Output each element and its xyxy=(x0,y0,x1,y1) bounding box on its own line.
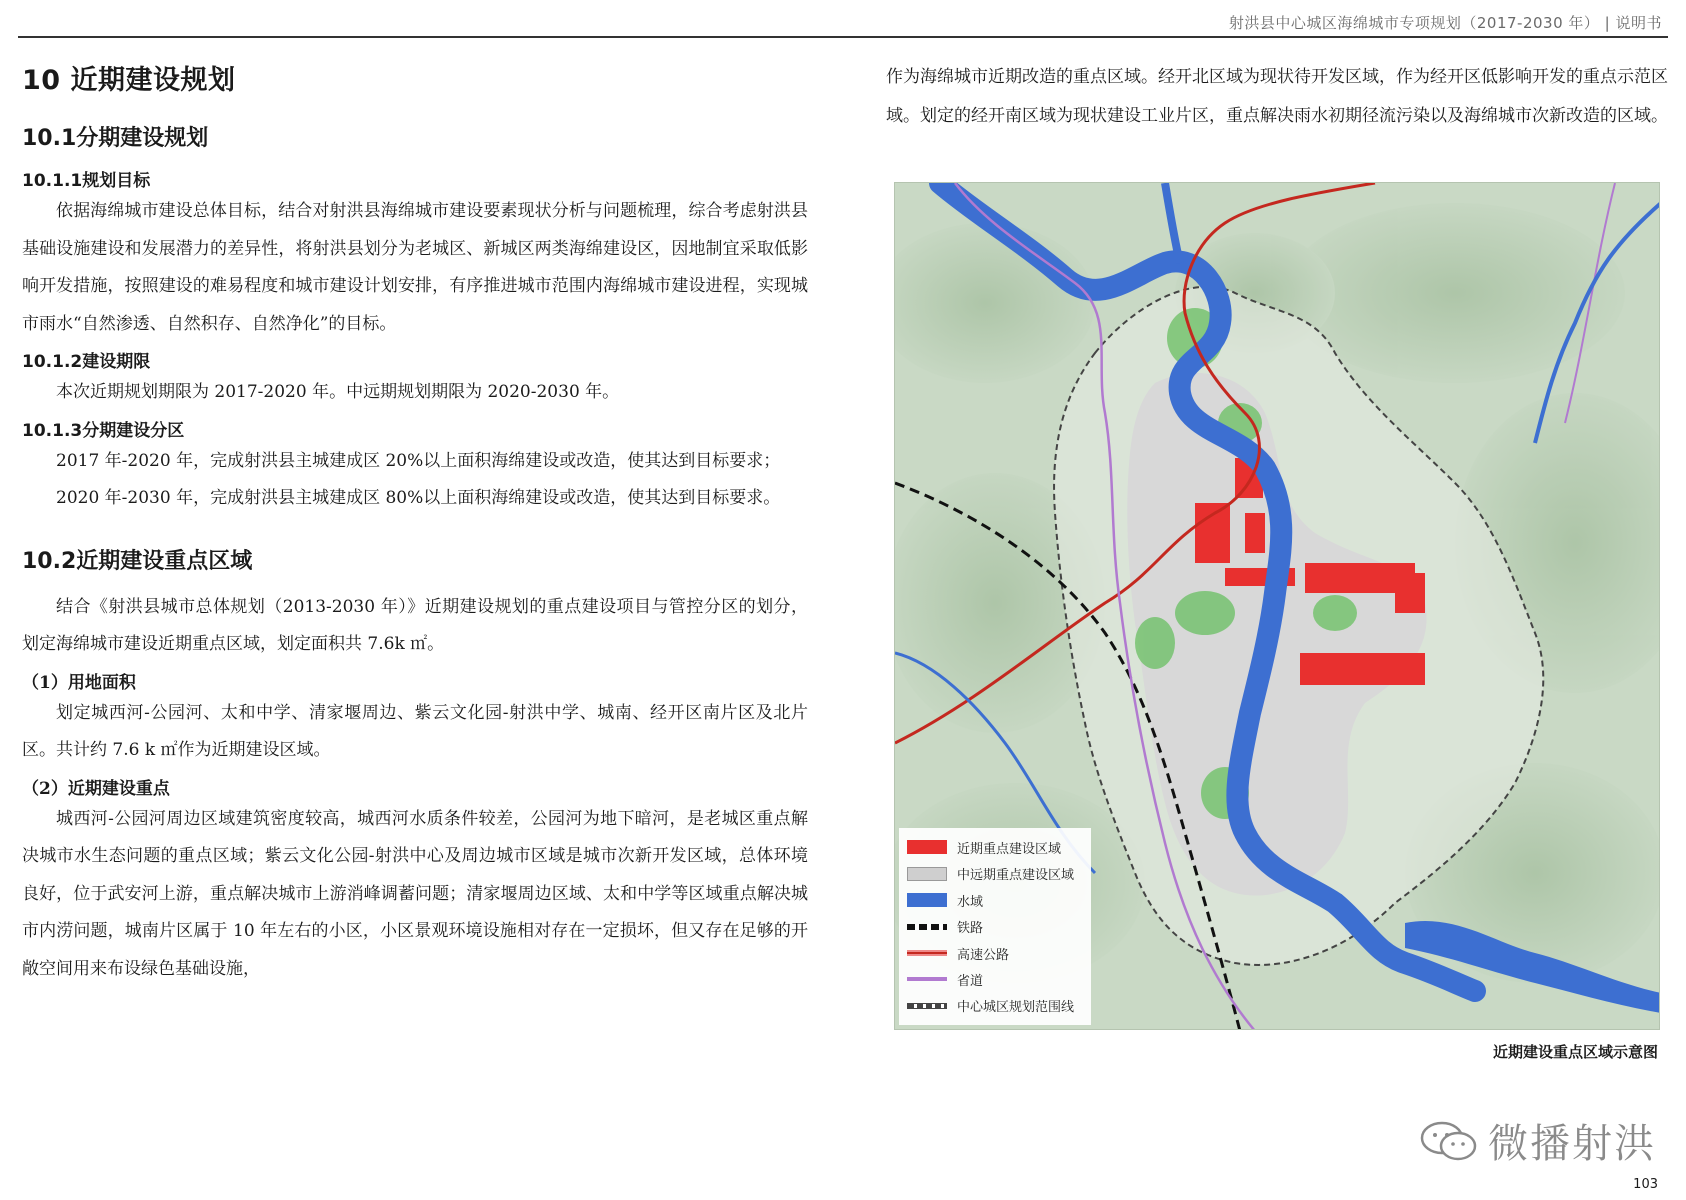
page-number: 103 xyxy=(1633,1177,1658,1192)
legend-label: 铁路 xyxy=(957,921,984,937)
section-title-10-2: 10.2近期建设重点区域 xyxy=(22,548,253,574)
legend-label: 水域 xyxy=(957,894,984,910)
legend-item xyxy=(907,861,1083,887)
chapter-title: 10 近期建设规划 xyxy=(22,65,236,96)
legend-swatch-mid-long-term xyxy=(907,867,947,881)
legend-item xyxy=(907,993,1083,1019)
legend-swatch-provincial-road xyxy=(907,977,947,981)
paragraph-planning-period: 本次近期规划期限为 2017-2020 年。中远期规划期限为 2020-2030 年。 xyxy=(56,382,620,402)
legend-label: 中远期重点建设区域 xyxy=(957,868,1075,884)
item-title-land-area: （1）用地面积 xyxy=(22,672,136,693)
page-header xyxy=(18,0,1668,38)
legend-label: 近期重点建设区域 xyxy=(957,841,1062,857)
section-title-10-1: 10.1分期建设规划 xyxy=(22,126,209,151)
legend-item xyxy=(907,940,1083,966)
watermark xyxy=(1418,1112,1656,1169)
legend-swatch-expressway xyxy=(907,950,947,956)
map-caption: 近期建设重点区域示意图 xyxy=(1492,1043,1658,1061)
legend-label: 省道 xyxy=(957,973,984,989)
subsection-title-10-1-1: 10.1.1规划目标 xyxy=(22,171,151,191)
legend-swatch-water xyxy=(907,893,947,907)
paragraph-key-construction: 城西河-公园河周边区域建筑密度较高，城西河水质条件较差，公园河为地下暗河，是老城区重点解决城市水生态问题的重点区域；紫云文化公园-射洪中心及周边城市区域是城市次新开发区域，总体环境良好，位于武安河上游，重点解决城市上游消峰调蓄问题；清家堰周边区域、太和中学等区域重点解决城市内涝问题，城南片区属于 10 年左右的小区，小区景观环境设施相对存在一定损坏，但又存在足够的开敞空间用来布设绿色基础设施， xyxy=(22,808,808,979)
left-column xyxy=(22,58,808,988)
paragraph-land-area: 划定城西河-公园河、太和中学、清家堰周边、紫云文化园-射洪中学、城南、经开区南片区及北片区。共计约 7.6 k ㎡作为近期建设区域。 xyxy=(22,702,808,760)
paragraph-continuation: 作为海绵城市近期改造的重点区域。经开北区域为现状待开发区域，作为经开区低影响开发的重点示范区域。划定的经开南区域为现状建设工业片区，重点解决雨水初期径流污染以及海绵城市次新改造的区域。 xyxy=(886,67,1668,126)
legend-swatch-boundary xyxy=(907,1003,947,1009)
planning-map xyxy=(894,182,1660,1030)
right-column xyxy=(886,58,1668,136)
subsection-title-10-1-3: 10.1.3分期建设分区 xyxy=(22,420,185,441)
legend-item xyxy=(907,966,1083,992)
paragraph-key-areas: 结合《射洪县城市总体规划（2013-2030 年）》近期建设规划的重点建设项目与管控分区的划分，划定海绵城市建设近期重点区域，划定面积共 7.6k ㎡。 xyxy=(22,596,808,654)
wechat-icon xyxy=(1418,1120,1480,1162)
legend-label: 中心城区规划范围线 xyxy=(957,1000,1075,1016)
paragraph-planning-goal: 依据海绵城市建设总体目标，结合对射洪县海绵城市建设要素现状分析与问题梳理，综合考虑射洪县基础设施建设和发展潜力的差异性，将射洪县划分为老城区、新城区两类海绵建设区，因地制宜采取低影响开发措施，按照建设的难易程度和城市建设计划安排，有序推进城市范围内海绵城市建设进程，实现城市雨水“自然渗透、自然积存、自然净化”的目标。 xyxy=(22,201,808,334)
legend-item xyxy=(907,913,1083,939)
paragraph-phase-2017: 2017 年-2020 年，完成射洪县主城建成区 20%以上面积海绵建设或改造，使其达到目标要求； xyxy=(56,450,781,471)
header-title: 射洪县中心城区海绵城市专项规划（2017-2030 年） | 说明书 xyxy=(1228,14,1662,32)
watermark-text: 微播射洪 xyxy=(1488,1121,1656,1167)
legend-item xyxy=(907,887,1083,913)
legend-swatch-railway xyxy=(907,924,947,930)
legend-label: 高速公路 xyxy=(957,947,1010,963)
legend-item xyxy=(907,834,1083,860)
legend-swatch-near-term xyxy=(907,840,947,854)
map-legend xyxy=(899,828,1091,1025)
paragraph-phase-2020: 2020 年-2030 年，完成射洪县主城建成区 80%以上面积海绵建设或改造，使其达到目标要求。 xyxy=(56,488,781,508)
subsection-title-10-1-2: 10.1.2建设期限 xyxy=(22,352,151,372)
item-title-key-construction: （2）近期建设重点 xyxy=(22,778,170,799)
